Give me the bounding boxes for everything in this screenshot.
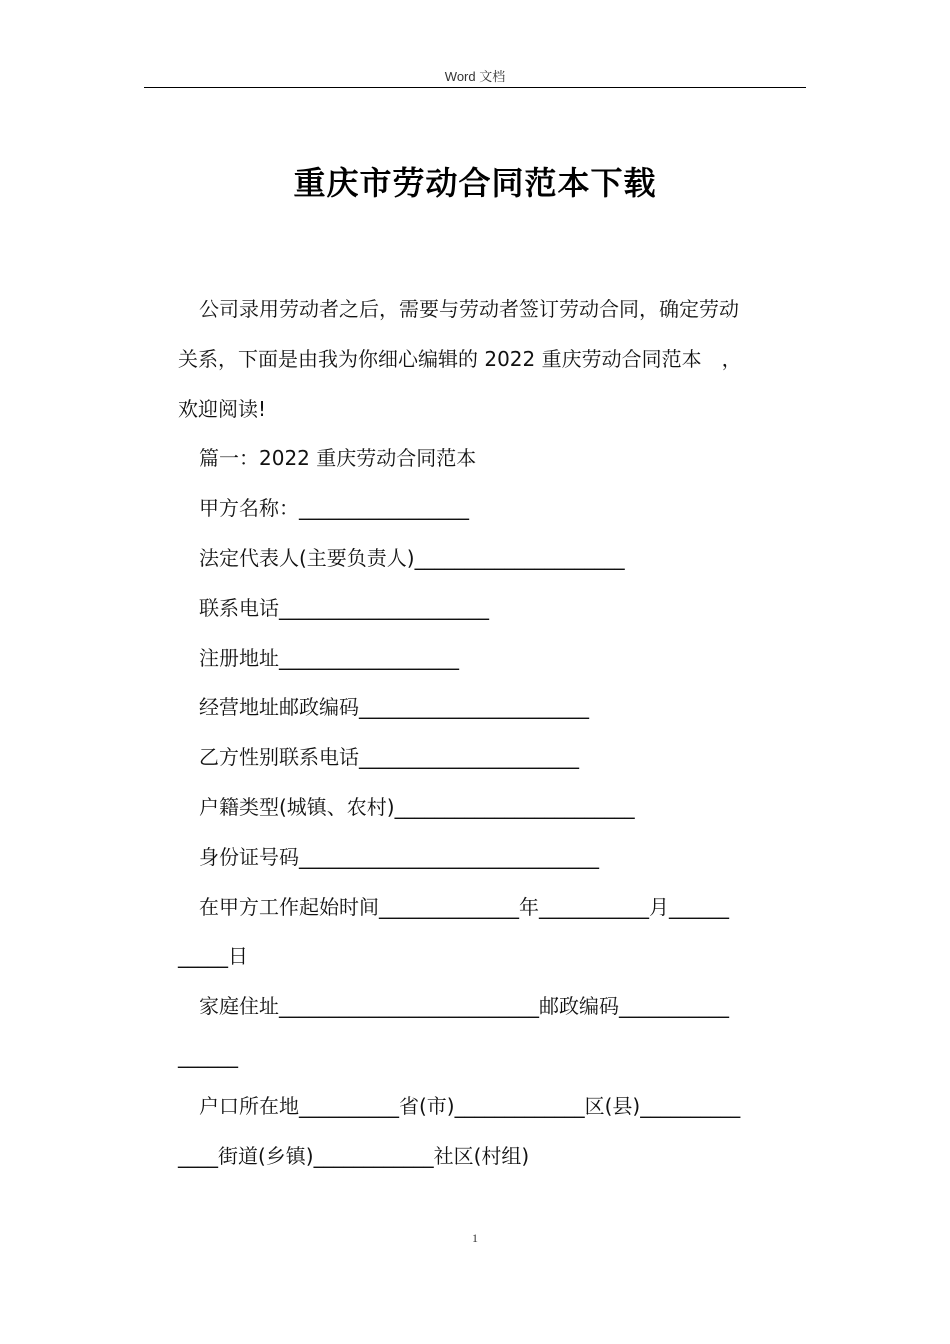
page-header: Word 文档 (444, 69, 506, 84)
document-body (178, 285, 804, 1181)
field-home-address-cont: ______ (178, 1043, 238, 1068)
intro-line-3: 欢迎阅读! (178, 396, 267, 421)
intro-line-2: 关系，下面是由我为你细心编辑的 2022 重庆劳动合同范本 ， (178, 346, 742, 371)
header-divider (144, 87, 806, 88)
field-start-date: 在甲方工作起始时间______________年___________月______ (199, 894, 729, 919)
field-party-a-name: 甲方名称：_________________ (199, 496, 469, 521)
section-heading: 篇一：2022 重庆劳动合同范本 (199, 446, 477, 471)
field-registered-address: 注册地址__________________ (199, 645, 459, 670)
field-household-type: 户籍类型(城镇、农村)________________________ (199, 794, 635, 819)
page-number: 1 (472, 1231, 478, 1245)
field-id-number: 身份证号码______________________________ (199, 844, 599, 869)
field-household-location: 户口所在地__________省(市)_____________区(县)__________ (199, 1093, 741, 1118)
field-legal-representative: 法定代表人(主要负责人)_____________________ (199, 545, 625, 570)
field-party-b-gender-phone: 乙方性别联系电话______________________ (199, 745, 579, 770)
field-contact-phone: 联系电话_____________________ (199, 595, 489, 620)
intro-line-1: 公司录用劳动者之后，需要与劳动者签订劳动合同，确定劳动 (199, 297, 739, 321)
field-start-date-cont: _____日 (178, 944, 248, 969)
document-title: 重庆市劳动合同范本下载 (293, 164, 657, 202)
field-home-address: 家庭住址__________________________邮政编码___________ (199, 994, 729, 1019)
field-household-location-cont: ____街道(乡镇)____________社区(村组) (178, 1143, 530, 1168)
field-business-address-postcode: 经营地址邮政编码_______________________ (199, 695, 589, 720)
